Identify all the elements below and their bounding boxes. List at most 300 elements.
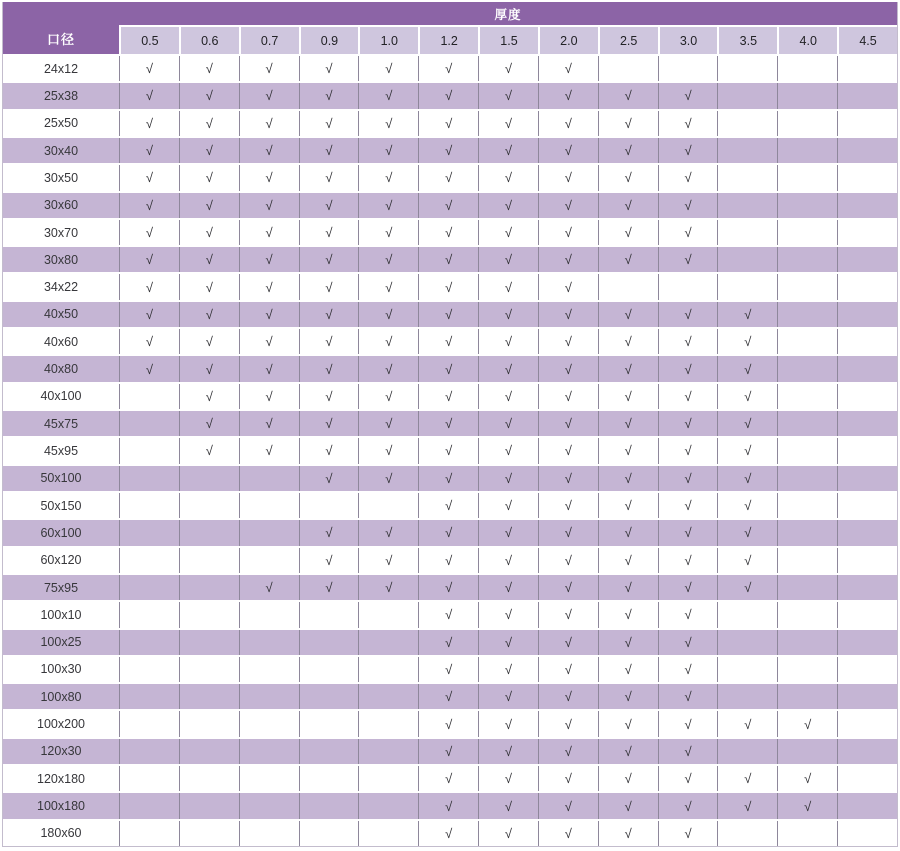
empty-cell (837, 83, 897, 108)
check-cell: √ (658, 548, 718, 573)
empty-cell (837, 220, 897, 245)
check-cell: √ (418, 493, 478, 518)
empty-cell (717, 247, 777, 272)
empty-cell (179, 657, 239, 682)
check-cell: √ (658, 356, 718, 381)
check-cell: √ (717, 575, 777, 600)
check-cell: √ (239, 193, 299, 218)
check-cell: √ (658, 711, 718, 736)
check-cell: √ (418, 111, 478, 136)
check-cell: √ (299, 274, 359, 299)
size-cell: 100x25 (3, 630, 119, 655)
check-cell: √ (299, 220, 359, 245)
check-cell: √ (478, 165, 538, 190)
check-cell: √ (598, 575, 658, 600)
empty-cell (777, 111, 837, 136)
empty-cell (717, 193, 777, 218)
check-cell: √ (179, 111, 239, 136)
empty-cell (777, 247, 837, 272)
check-cell: √ (358, 575, 418, 600)
check-cell: √ (119, 83, 179, 108)
check-cell: √ (598, 83, 658, 108)
check-cell: √ (538, 411, 598, 436)
empty-cell (358, 602, 418, 627)
check-cell: √ (299, 193, 359, 218)
empty-cell (358, 684, 418, 709)
check-cell: √ (598, 630, 658, 655)
check-cell: √ (658, 411, 718, 436)
empty-cell (717, 220, 777, 245)
size-cell: 100x200 (3, 711, 119, 736)
check-cell: √ (418, 384, 478, 409)
check-cell: √ (299, 83, 359, 108)
check-cell: √ (299, 548, 359, 573)
check-cell: √ (239, 438, 299, 463)
empty-cell (119, 384, 179, 409)
size-cell: 100x180 (3, 793, 119, 818)
check-cell: √ (239, 384, 299, 409)
check-cell: √ (358, 466, 418, 491)
empty-cell (358, 711, 418, 736)
check-cell: √ (299, 438, 359, 463)
empty-cell (119, 602, 179, 627)
check-cell: √ (119, 274, 179, 299)
check-cell: √ (179, 302, 239, 327)
check-cell: √ (658, 520, 718, 545)
check-cell: √ (717, 356, 777, 381)
check-cell: √ (239, 274, 299, 299)
check-cell: √ (418, 193, 478, 218)
check-cell: √ (598, 356, 658, 381)
check-cell: √ (478, 111, 538, 136)
size-cell: 30x70 (3, 220, 119, 245)
empty-cell (119, 739, 179, 764)
check-cell: √ (358, 438, 418, 463)
empty-cell (119, 493, 179, 518)
empty-cell (179, 793, 239, 818)
empty-cell (777, 657, 837, 682)
check-cell: √ (418, 466, 478, 491)
check-cell: √ (717, 766, 777, 791)
empty-cell (179, 630, 239, 655)
empty-cell (717, 657, 777, 682)
check-cell: √ (598, 411, 658, 436)
check-cell: √ (358, 56, 418, 81)
check-cell: √ (358, 220, 418, 245)
check-cell: √ (299, 165, 359, 190)
empty-cell (837, 602, 897, 627)
check-cell: √ (418, 329, 478, 354)
check-cell: √ (418, 766, 478, 791)
check-cell: √ (179, 247, 239, 272)
check-cell: √ (658, 493, 718, 518)
thickness-col-header: 2.5 (598, 27, 658, 54)
check-cell: √ (717, 548, 777, 573)
size-cell: 40x100 (3, 384, 119, 409)
check-cell: √ (478, 630, 538, 655)
check-cell: √ (478, 193, 538, 218)
empty-cell (837, 384, 897, 409)
check-cell: √ (358, 274, 418, 299)
empty-cell (717, 630, 777, 655)
empty-cell (358, 493, 418, 518)
check-cell: √ (478, 83, 538, 108)
check-cell: √ (478, 575, 538, 600)
thickness-col-header: 0.5 (119, 27, 179, 54)
caliber-label: 口径 (46, 32, 75, 47)
thickness-col-header: 3.5 (717, 27, 777, 54)
check-cell: √ (538, 739, 598, 764)
check-cell: √ (717, 329, 777, 354)
thickness-col-header: 0.6 (179, 27, 239, 54)
empty-cell (777, 821, 837, 846)
size-cell: 120x30 (3, 739, 119, 764)
size-cell: 50x150 (3, 493, 119, 518)
empty-cell (777, 193, 837, 218)
empty-cell (119, 466, 179, 491)
empty-cell (239, 493, 299, 518)
empty-cell (837, 630, 897, 655)
check-cell: √ (598, 438, 658, 463)
check-cell: √ (478, 793, 538, 818)
size-cell: 40x60 (3, 329, 119, 354)
check-cell: √ (418, 793, 478, 818)
empty-cell (358, 821, 418, 846)
check-cell: √ (538, 766, 598, 791)
empty-cell (598, 274, 658, 299)
empty-cell (777, 302, 837, 327)
empty-cell (777, 602, 837, 627)
empty-cell (777, 83, 837, 108)
empty-cell (658, 56, 718, 81)
empty-cell (717, 165, 777, 190)
empty-cell (777, 493, 837, 518)
thickness-col-header: 1.5 (478, 27, 538, 54)
empty-cell (777, 329, 837, 354)
check-cell: √ (478, 411, 538, 436)
check-cell: √ (598, 821, 658, 846)
check-cell: √ (358, 83, 418, 108)
check-cell: √ (658, 329, 718, 354)
check-cell: √ (478, 302, 538, 327)
check-cell: √ (478, 138, 538, 163)
check-cell: √ (179, 329, 239, 354)
empty-cell (777, 575, 837, 600)
thickness-col-header: 2.0 (538, 27, 598, 54)
check-cell: √ (299, 384, 359, 409)
empty-cell (239, 548, 299, 573)
check-cell: √ (239, 329, 299, 354)
empty-cell (837, 438, 897, 463)
check-cell: √ (777, 766, 837, 791)
check-cell: √ (418, 411, 478, 436)
thickness-col-header: 4.0 (777, 27, 837, 54)
empty-cell (299, 493, 359, 518)
empty-cell (179, 466, 239, 491)
empty-cell (837, 739, 897, 764)
check-cell: √ (119, 356, 179, 381)
check-cell: √ (658, 384, 718, 409)
check-cell: √ (717, 302, 777, 327)
empty-cell (119, 548, 179, 573)
check-cell: √ (358, 384, 418, 409)
check-cell: √ (538, 438, 598, 463)
empty-cell (777, 466, 837, 491)
check-cell: √ (658, 602, 718, 627)
empty-cell (837, 711, 897, 736)
check-cell: √ (299, 411, 359, 436)
check-cell: √ (119, 165, 179, 190)
thickness-col-header: 4.5 (837, 27, 897, 54)
empty-cell (837, 138, 897, 163)
empty-cell (179, 548, 239, 573)
check-cell: √ (538, 220, 598, 245)
check-cell: √ (478, 329, 538, 354)
empty-cell (299, 602, 359, 627)
size-cell: 30x50 (3, 165, 119, 190)
check-cell: √ (658, 247, 718, 272)
check-cell: √ (658, 165, 718, 190)
empty-cell (777, 56, 837, 81)
size-cell: 30x40 (3, 138, 119, 163)
size-cell: 25x50 (3, 111, 119, 136)
check-cell: √ (538, 793, 598, 818)
check-cell: √ (179, 438, 239, 463)
empty-cell (837, 821, 897, 846)
empty-cell (358, 630, 418, 655)
size-cell: 25x38 (3, 83, 119, 108)
empty-cell (837, 411, 897, 436)
empty-cell (179, 575, 239, 600)
empty-cell (598, 56, 658, 81)
empty-cell (837, 766, 897, 791)
empty-cell (717, 602, 777, 627)
check-cell: √ (358, 111, 418, 136)
check-cell: √ (179, 356, 239, 381)
check-cell: √ (538, 657, 598, 682)
check-cell: √ (358, 165, 418, 190)
check-cell: √ (658, 630, 718, 655)
empty-cell (837, 274, 897, 299)
check-cell: √ (538, 83, 598, 108)
empty-cell (777, 411, 837, 436)
check-cell: √ (418, 274, 478, 299)
empty-cell (239, 739, 299, 764)
check-cell: √ (418, 356, 478, 381)
check-cell: √ (538, 247, 598, 272)
empty-cell (119, 711, 179, 736)
check-cell: √ (358, 138, 418, 163)
empty-cell (837, 356, 897, 381)
empty-cell (179, 493, 239, 518)
check-cell: √ (179, 165, 239, 190)
check-cell: √ (598, 165, 658, 190)
size-cell: 100x80 (3, 684, 119, 709)
empty-cell (119, 411, 179, 436)
empty-cell (119, 438, 179, 463)
check-cell: √ (598, 548, 658, 573)
empty-cell (239, 466, 299, 491)
empty-cell (179, 766, 239, 791)
check-cell: √ (358, 329, 418, 354)
check-cell: √ (538, 630, 598, 655)
size-cell: 120x180 (3, 766, 119, 791)
empty-cell (717, 138, 777, 163)
check-cell: √ (598, 684, 658, 709)
empty-cell (239, 630, 299, 655)
check-cell: √ (179, 384, 239, 409)
check-cell: √ (119, 138, 179, 163)
check-cell: √ (478, 766, 538, 791)
empty-cell (119, 821, 179, 846)
check-cell: √ (478, 711, 538, 736)
check-cell: √ (358, 411, 418, 436)
empty-cell (717, 56, 777, 81)
check-cell: √ (538, 466, 598, 491)
check-cell: √ (179, 274, 239, 299)
empty-cell (777, 356, 837, 381)
thickness-label: 厚度 (494, 7, 522, 22)
empty-cell (777, 739, 837, 764)
check-cell: √ (418, 83, 478, 108)
empty-cell (837, 657, 897, 682)
empty-cell (717, 739, 777, 764)
caliber-header (3, 2, 119, 54)
check-cell: √ (179, 193, 239, 218)
thickness-col-header: 0.9 (299, 27, 359, 54)
empty-cell (179, 821, 239, 846)
empty-cell (179, 602, 239, 627)
empty-cell (837, 548, 897, 573)
check-cell: √ (239, 302, 299, 327)
check-cell: √ (598, 384, 658, 409)
empty-cell (837, 520, 897, 545)
check-cell: √ (418, 602, 478, 627)
empty-cell (717, 684, 777, 709)
thickness-col-header: 1.2 (418, 27, 478, 54)
check-cell: √ (418, 739, 478, 764)
size-cell: 60x100 (3, 520, 119, 545)
check-cell: √ (598, 111, 658, 136)
thickness-col-header: 1.0 (358, 27, 418, 54)
check-cell: √ (119, 193, 179, 218)
check-cell: √ (478, 384, 538, 409)
empty-cell (299, 793, 359, 818)
check-cell: √ (478, 821, 538, 846)
check-cell: √ (777, 711, 837, 736)
check-cell: √ (538, 602, 598, 627)
check-cell: √ (179, 138, 239, 163)
check-cell: √ (239, 411, 299, 436)
check-cell: √ (598, 766, 658, 791)
check-cell: √ (418, 165, 478, 190)
check-cell: √ (658, 739, 718, 764)
check-cell: √ (239, 356, 299, 381)
check-cell: √ (478, 274, 538, 299)
empty-cell (837, 56, 897, 81)
check-cell: √ (598, 302, 658, 327)
check-cell: √ (418, 247, 478, 272)
empty-cell (239, 766, 299, 791)
empty-cell (717, 821, 777, 846)
check-cell: √ (717, 411, 777, 436)
thickness-col-header: 0.7 (239, 27, 299, 54)
size-cell: 40x80 (3, 356, 119, 381)
size-cell: 60x120 (3, 548, 119, 573)
check-cell: √ (658, 302, 718, 327)
check-cell: √ (658, 220, 718, 245)
check-cell: √ (598, 247, 658, 272)
empty-cell (239, 602, 299, 627)
check-cell: √ (538, 575, 598, 600)
empty-cell (239, 711, 299, 736)
check-cell: √ (478, 220, 538, 245)
check-cell: √ (418, 520, 478, 545)
check-cell: √ (418, 684, 478, 709)
check-cell: √ (598, 602, 658, 627)
check-cell: √ (598, 193, 658, 218)
check-cell: √ (179, 83, 239, 108)
check-cell: √ (598, 711, 658, 736)
check-cell: √ (598, 520, 658, 545)
empty-cell (777, 384, 837, 409)
empty-cell (358, 657, 418, 682)
empty-cell (837, 329, 897, 354)
check-cell: √ (478, 56, 538, 81)
check-cell: √ (358, 520, 418, 545)
empty-cell (119, 520, 179, 545)
check-cell: √ (478, 356, 538, 381)
check-cell: √ (299, 356, 359, 381)
check-cell: √ (358, 356, 418, 381)
check-cell: √ (538, 302, 598, 327)
check-cell: √ (478, 466, 538, 491)
check-cell: √ (478, 548, 538, 573)
empty-cell (717, 111, 777, 136)
empty-cell (837, 466, 897, 491)
check-cell: √ (239, 83, 299, 108)
size-cell: 34x22 (3, 274, 119, 299)
check-cell: √ (478, 657, 538, 682)
empty-cell (777, 520, 837, 545)
check-cell: √ (717, 793, 777, 818)
size-cell: 50x100 (3, 466, 119, 491)
empty-cell (837, 165, 897, 190)
check-cell: √ (299, 520, 359, 545)
empty-cell (239, 657, 299, 682)
check-cell: √ (299, 302, 359, 327)
empty-cell (299, 657, 359, 682)
check-cell: √ (658, 684, 718, 709)
check-cell: √ (598, 138, 658, 163)
check-cell: √ (598, 493, 658, 518)
empty-cell (837, 793, 897, 818)
check-cell: √ (418, 821, 478, 846)
check-cell: √ (119, 56, 179, 81)
empty-cell (119, 684, 179, 709)
empty-cell (777, 274, 837, 299)
check-cell: √ (538, 329, 598, 354)
empty-cell (119, 657, 179, 682)
size-cell: 40x50 (3, 302, 119, 327)
check-cell: √ (239, 138, 299, 163)
check-cell: √ (358, 193, 418, 218)
empty-cell (658, 274, 718, 299)
check-cell: √ (299, 111, 359, 136)
check-cell: √ (239, 111, 299, 136)
check-cell: √ (299, 138, 359, 163)
empty-cell (777, 548, 837, 573)
